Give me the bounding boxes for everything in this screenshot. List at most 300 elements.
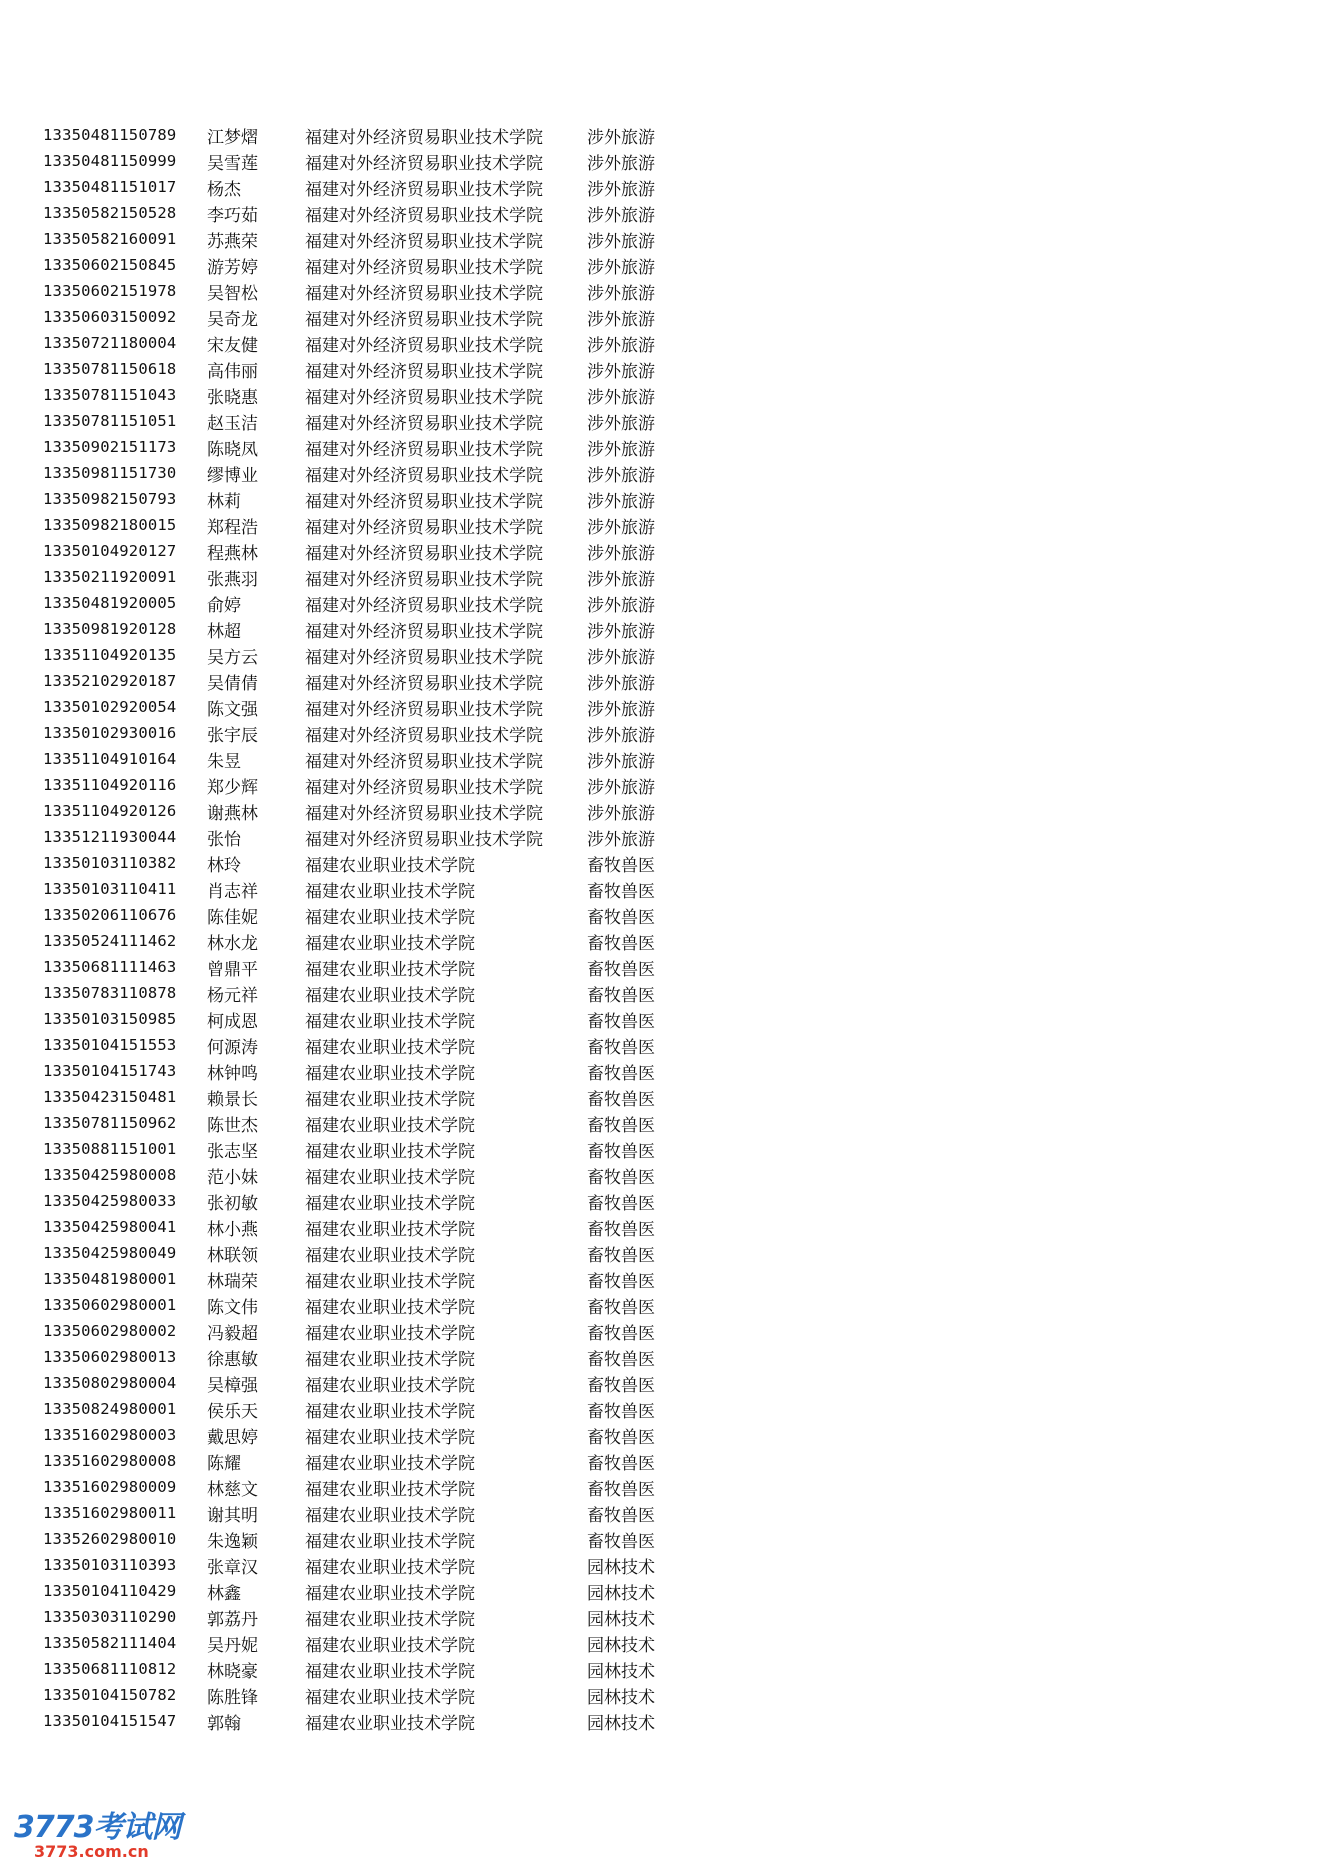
student-name-cell: 朱昱 <box>207 751 241 772</box>
school-name-cell: 福建对外经济贸易职业技术学院 <box>305 361 543 382</box>
student-name-cell: 何源涛 <box>207 1037 258 1058</box>
student-id-cell: 13350681110812 <box>43 1660 177 1678</box>
student-name-cell: 张章汉 <box>207 1557 258 1578</box>
student-id-cell: 13350211920091 <box>43 568 177 586</box>
school-name-cell: 福建农业职业技术学院 <box>305 1271 475 1292</box>
student-id-cell: 13350802980004 <box>43 1374 177 1392</box>
student-id-cell: 13351104910164 <box>43 750 177 768</box>
table-row <box>43 876 677 902</box>
major-cell: 涉外旅游 <box>587 673 655 694</box>
student-name-cell: 陈世杰 <box>207 1115 258 1136</box>
student-id-cell: 13350104151553 <box>43 1036 177 1054</box>
student-id-cell: 13350102930016 <box>43 724 177 742</box>
table-row <box>43 1422 677 1448</box>
school-name-cell: 福建农业职业技术学院 <box>305 933 475 954</box>
table-row <box>43 1292 677 1318</box>
student-id-cell: 13350681111463 <box>43 958 177 976</box>
major-cell: 畜牧兽医 <box>587 855 655 876</box>
student-name-cell: 陈文强 <box>207 699 258 720</box>
major-cell: 涉外旅游 <box>587 231 655 252</box>
student-id-cell: 13350481980001 <box>43 1270 177 1288</box>
student-name-cell: 冯毅超 <box>207 1323 258 1344</box>
school-name-cell: 福建对外经济贸易职业技术学院 <box>305 335 543 356</box>
student-name-cell: 戴思婷 <box>207 1427 258 1448</box>
table-row <box>43 122 677 148</box>
major-cell: 畜牧兽医 <box>587 1011 655 1032</box>
student-name-cell: 陈胜锋 <box>207 1687 258 1708</box>
major-cell: 涉外旅游 <box>587 725 655 746</box>
major-cell: 畜牧兽医 <box>587 1531 655 1552</box>
major-cell: 畜牧兽医 <box>587 1401 655 1422</box>
student-id-cell: 13350602980001 <box>43 1296 177 1314</box>
major-cell: 畜牧兽医 <box>587 1271 655 1292</box>
site-logo <box>14 1812 181 1860</box>
table-row <box>43 538 677 564</box>
major-cell: 涉外旅游 <box>587 491 655 512</box>
table-row <box>43 408 677 434</box>
student-name-cell: 吴樟强 <box>207 1375 258 1396</box>
major-cell: 涉外旅游 <box>587 569 655 590</box>
student-name-cell: 吴智松 <box>207 283 258 304</box>
school-name-cell: 福建对外经济贸易职业技术学院 <box>305 517 543 538</box>
major-cell: 园林技术 <box>587 1635 655 1656</box>
student-name-cell: 林钟鸣 <box>207 1063 258 1084</box>
student-id-cell: 13351602980009 <box>43 1478 177 1496</box>
school-name-cell: 福建对外经济贸易职业技术学院 <box>305 439 543 460</box>
student-name-cell: 郑程浩 <box>207 517 258 538</box>
school-name-cell: 福建农业职业技术学院 <box>305 1531 475 1552</box>
school-name-cell: 福建农业职业技术学院 <box>305 1297 475 1318</box>
major-cell: 涉外旅游 <box>587 829 655 850</box>
student-id-cell: 13350103110382 <box>43 854 177 872</box>
major-cell: 涉外旅游 <box>587 205 655 226</box>
student-id-cell: 13350582160091 <box>43 230 177 248</box>
student-name-cell: 程燕林 <box>207 543 258 564</box>
student-id-cell: 13351104920135 <box>43 646 177 664</box>
major-cell: 畜牧兽医 <box>587 1167 655 1188</box>
student-name-cell: 杨元祥 <box>207 985 258 1006</box>
major-cell: 涉外旅游 <box>587 803 655 824</box>
student-name-cell: 吴丹妮 <box>207 1635 258 1656</box>
student-id-cell: 13350481150789 <box>43 126 177 144</box>
school-name-cell: 福建对外经济贸易职业技术学院 <box>305 751 543 772</box>
school-name-cell: 福建农业职业技术学院 <box>305 1245 475 1266</box>
student-name-cell: 俞婷 <box>207 595 241 616</box>
table-row <box>43 1708 677 1734</box>
student-id-cell: 13350425980033 <box>43 1192 177 1210</box>
table-row <box>43 1552 677 1578</box>
student-id-cell: 13350303110290 <box>43 1608 177 1626</box>
student-name-cell: 陈晓凤 <box>207 439 258 460</box>
student-name-cell: 张志坚 <box>207 1141 258 1162</box>
student-name-cell: 张晓惠 <box>207 387 258 408</box>
student-id-cell: 13350602151978 <box>43 282 177 300</box>
school-name-cell: 福建农业职业技术学院 <box>305 959 475 980</box>
school-name-cell: 福建对外经济贸易职业技术学院 <box>305 413 543 434</box>
table-row <box>43 1448 677 1474</box>
school-name-cell: 福建对外经济贸易职业技术学院 <box>305 205 543 226</box>
student-name-cell: 陈耀 <box>207 1453 241 1474</box>
school-name-cell: 福建对外经济贸易职业技术学院 <box>305 179 543 200</box>
student-name-cell: 林玲 <box>207 855 241 876</box>
major-cell: 涉外旅游 <box>587 621 655 642</box>
table-row <box>43 564 677 590</box>
major-cell: 畜牧兽医 <box>587 1245 655 1266</box>
school-name-cell: 福建农业职业技术学院 <box>305 1687 475 1708</box>
table-row <box>43 1578 677 1604</box>
major-cell: 畜牧兽医 <box>587 985 655 1006</box>
major-cell: 涉外旅游 <box>587 751 655 772</box>
major-cell: 园林技术 <box>587 1661 655 1682</box>
school-name-cell: 福建农业职业技术学院 <box>305 855 475 876</box>
student-id-cell: 13350425980041 <box>43 1218 177 1236</box>
student-name-cell: 郑少辉 <box>207 777 258 798</box>
major-cell: 园林技术 <box>587 1687 655 1708</box>
student-name-cell: 张怡 <box>207 829 241 850</box>
student-id-cell: 13350721180004 <box>43 334 177 352</box>
student-id-cell: 13350602150845 <box>43 256 177 274</box>
student-id-cell: 13352602980010 <box>43 1530 177 1548</box>
major-cell: 畜牧兽医 <box>587 1115 655 1136</box>
major-cell: 畜牧兽医 <box>587 1323 655 1344</box>
table-row <box>43 1344 677 1370</box>
major-cell: 涉外旅游 <box>587 153 655 174</box>
major-cell: 涉外旅游 <box>587 179 655 200</box>
table-row <box>43 1474 677 1500</box>
student-name-cell: 林水龙 <box>207 933 258 954</box>
school-name-cell: 福建农业职业技术学院 <box>305 1713 475 1734</box>
table-row <box>43 1604 677 1630</box>
student-id-cell: 13350481920005 <box>43 594 177 612</box>
student-name-cell: 张燕羽 <box>207 569 258 590</box>
school-name-cell: 福建农业职业技术学院 <box>305 1011 475 1032</box>
school-name-cell: 福建对外经济贸易职业技术学院 <box>305 673 543 694</box>
student-id-cell: 13350981151730 <box>43 464 177 482</box>
table-row <box>43 1084 677 1110</box>
student-name-cell: 林莉 <box>207 491 241 512</box>
major-cell: 畜牧兽医 <box>587 1089 655 1110</box>
student-id-cell: 13350104150782 <box>43 1686 177 1704</box>
major-cell: 畜牧兽医 <box>587 1453 655 1474</box>
school-name-cell: 福建对外经济贸易职业技术学院 <box>305 257 543 278</box>
student-name-cell: 缪博业 <box>207 465 258 486</box>
student-id-cell: 13350104151743 <box>43 1062 177 1080</box>
student-name-cell: 高伟丽 <box>207 361 258 382</box>
major-cell: 涉外旅游 <box>587 465 655 486</box>
school-name-cell: 福建对外经济贸易职业技术学院 <box>305 621 543 642</box>
table-row <box>43 200 677 226</box>
student-id-cell: 13351104920116 <box>43 776 177 794</box>
major-cell: 涉外旅游 <box>587 647 655 668</box>
student-name-cell: 江梦熠 <box>207 127 258 148</box>
school-name-cell: 福建农业职业技术学院 <box>305 1037 475 1058</box>
school-name-cell: 福建农业职业技术学院 <box>305 1557 475 1578</box>
school-name-cell: 福建农业职业技术学院 <box>305 1583 475 1604</box>
student-name-cell: 谢其明 <box>207 1505 258 1526</box>
table-row <box>43 902 677 928</box>
major-cell: 涉外旅游 <box>587 283 655 304</box>
student-id-cell: 13350781150962 <box>43 1114 177 1132</box>
major-cell: 畜牧兽医 <box>587 933 655 954</box>
table-row <box>43 1240 677 1266</box>
major-cell: 畜牧兽医 <box>587 1297 655 1318</box>
table-row <box>43 1032 677 1058</box>
student-name-cell: 林联领 <box>207 1245 258 1266</box>
major-cell: 畜牧兽医 <box>587 1219 655 1240</box>
student-name-cell: 张宇辰 <box>207 725 258 746</box>
table-row <box>43 590 677 616</box>
student-id-cell: 13350425980049 <box>43 1244 177 1262</box>
student-id-cell: 13352102920187 <box>43 672 177 690</box>
major-cell: 涉外旅游 <box>587 439 655 460</box>
student-id-cell: 13350982180015 <box>43 516 177 534</box>
student-name-cell: 林小燕 <box>207 1219 258 1240</box>
major-cell: 涉外旅游 <box>587 595 655 616</box>
major-cell: 涉外旅游 <box>587 517 655 538</box>
table-row <box>43 226 677 252</box>
school-name-cell: 福建对外经济贸易职业技术学院 <box>305 777 543 798</box>
major-cell: 涉外旅游 <box>587 127 655 148</box>
student-name-cell: 吴方云 <box>207 647 258 668</box>
major-cell: 园林技术 <box>587 1557 655 1578</box>
student-name-cell: 林瑞荣 <box>207 1271 258 1292</box>
school-name-cell: 福建农业职业技术学院 <box>305 1427 475 1448</box>
table-row <box>43 772 677 798</box>
student-name-cell: 杨杰 <box>207 179 241 200</box>
school-name-cell: 福建农业职业技术学院 <box>305 1323 475 1344</box>
table-row <box>43 1058 677 1084</box>
school-name-cell: 福建农业职业技术学院 <box>305 1141 475 1162</box>
table-row <box>43 512 677 538</box>
table-row <box>43 382 677 408</box>
student-id-cell: 13350981920128 <box>43 620 177 638</box>
table-row <box>43 928 677 954</box>
student-id-cell: 13350206110676 <box>43 906 177 924</box>
table-row <box>43 148 677 174</box>
student-name-cell: 陈文伟 <box>207 1297 258 1318</box>
student-name-cell: 林超 <box>207 621 241 642</box>
student-name-cell: 林晓豪 <box>207 1661 258 1682</box>
major-cell: 园林技术 <box>587 1583 655 1604</box>
table-row <box>43 642 677 668</box>
logo-url-text: 3773.com.cn <box>34 1842 149 1861</box>
table-row <box>43 278 677 304</box>
student-name-cell: 游芳婷 <box>207 257 258 278</box>
table-row <box>43 1630 677 1656</box>
major-cell: 畜牧兽医 <box>587 959 655 980</box>
student-name-cell: 柯成恩 <box>207 1011 258 1032</box>
student-id-cell: 13350602980013 <box>43 1348 177 1366</box>
major-cell: 涉外旅游 <box>587 361 655 382</box>
student-name-cell: 侯乐天 <box>207 1401 258 1422</box>
school-name-cell: 福建对外经济贸易职业技术学院 <box>305 829 543 850</box>
major-cell: 畜牧兽医 <box>587 1037 655 1058</box>
student-name-cell: 李巧茹 <box>207 205 258 226</box>
table-row <box>43 1110 677 1136</box>
student-id-cell: 13350781150618 <box>43 360 177 378</box>
student-name-cell: 宋友健 <box>207 335 258 356</box>
student-id-cell: 13351602980011 <box>43 1504 177 1522</box>
student-name-cell: 肖志祥 <box>207 881 258 902</box>
student-name-cell: 林慈文 <box>207 1479 258 1500</box>
major-cell: 涉外旅游 <box>587 413 655 434</box>
table-row <box>43 1396 677 1422</box>
school-name-cell: 福建农业职业技术学院 <box>305 1349 475 1370</box>
table-row <box>43 1370 677 1396</box>
student-id-cell: 13351602980003 <box>43 1426 177 1444</box>
student-name-cell: 郭翰 <box>207 1713 241 1734</box>
school-name-cell: 福建对外经济贸易职业技术学院 <box>305 543 543 564</box>
school-name-cell: 福建农业职业技术学院 <box>305 1453 475 1474</box>
major-cell: 涉外旅游 <box>587 387 655 408</box>
table-row <box>43 694 677 720</box>
school-name-cell: 福建对外经济贸易职业技术学院 <box>305 647 543 668</box>
major-cell: 涉外旅游 <box>587 309 655 330</box>
major-cell: 涉外旅游 <box>587 257 655 278</box>
table-row <box>43 356 677 382</box>
major-cell: 畜牧兽医 <box>587 1505 655 1526</box>
major-cell: 涉外旅游 <box>587 543 655 564</box>
major-cell: 涉外旅游 <box>587 699 655 720</box>
table-row <box>43 1214 677 1240</box>
table-row <box>43 1162 677 1188</box>
table-row <box>43 1682 677 1708</box>
major-cell: 畜牧兽医 <box>587 1479 655 1500</box>
table-row <box>43 1266 677 1292</box>
school-name-cell: 福建对外经济贸易职业技术学院 <box>305 153 543 174</box>
student-id-cell: 13350104151547 <box>43 1712 177 1730</box>
major-cell: 畜牧兽医 <box>587 1349 655 1370</box>
student-name-cell: 范小妹 <box>207 1167 258 1188</box>
student-id-cell: 13350781151051 <box>43 412 177 430</box>
student-name-cell: 谢燕林 <box>207 803 258 824</box>
table-row <box>43 174 677 200</box>
school-name-cell: 福建对外经济贸易职业技术学院 <box>305 231 543 252</box>
major-cell: 涉外旅游 <box>587 335 655 356</box>
student-id-cell: 13350902151173 <box>43 438 177 456</box>
student-id-cell: 13350481150999 <box>43 152 177 170</box>
student-id-cell: 13350423150481 <box>43 1088 177 1106</box>
major-cell: 园林技术 <box>587 1609 655 1630</box>
student-name-cell: 陈佳妮 <box>207 907 258 928</box>
student-name-cell: 林鑫 <box>207 1583 241 1604</box>
table-row <box>43 980 677 1006</box>
school-name-cell: 福建农业职业技术学院 <box>305 907 475 928</box>
school-name-cell: 福建农业职业技术学院 <box>305 1193 475 1214</box>
table-row <box>43 1318 677 1344</box>
student-name-cell: 吴奇龙 <box>207 309 258 330</box>
major-cell: 畜牧兽医 <box>587 1141 655 1162</box>
student-name-cell: 吴倩倩 <box>207 673 258 694</box>
table-row <box>43 668 677 694</box>
table-row <box>43 824 677 850</box>
student-id-cell: 13350582150528 <box>43 204 177 222</box>
table-row <box>43 850 677 876</box>
table-row <box>43 616 677 642</box>
student-name-cell: 徐惠敏 <box>207 1349 258 1370</box>
table-row <box>43 304 677 330</box>
student-id-cell: 13350881151001 <box>43 1140 177 1158</box>
student-id-cell: 13350603150092 <box>43 308 177 326</box>
student-name-cell: 朱逸颖 <box>207 1531 258 1552</box>
table-row <box>43 486 677 512</box>
student-id-cell: 13350481151017 <box>43 178 177 196</box>
school-name-cell: 福建农业职业技术学院 <box>305 1661 475 1682</box>
school-name-cell: 福建农业职业技术学院 <box>305 1167 475 1188</box>
student-name-cell: 苏燕荣 <box>207 231 258 252</box>
student-name-cell: 曾鼎平 <box>207 959 258 980</box>
student-id-cell: 13350783110878 <box>43 984 177 1002</box>
school-name-cell: 福建对外经济贸易职业技术学院 <box>305 387 543 408</box>
student-id-cell: 13350103150985 <box>43 1010 177 1028</box>
student-id-cell: 13350103110393 <box>43 1556 177 1574</box>
school-name-cell: 福建农业职业技术学院 <box>305 1505 475 1526</box>
school-name-cell: 福建农业职业技术学院 <box>305 1115 475 1136</box>
student-id-cell: 13350425980008 <box>43 1166 177 1184</box>
major-cell: 畜牧兽医 <box>587 907 655 928</box>
school-name-cell: 福建农业职业技术学院 <box>305 1219 475 1240</box>
student-id-cell: 13351602980008 <box>43 1452 177 1470</box>
school-name-cell: 福建农业职业技术学院 <box>305 985 475 1006</box>
school-name-cell: 福建农业职业技术学院 <box>305 1063 475 1084</box>
major-cell: 畜牧兽医 <box>587 1427 655 1448</box>
table-row <box>43 434 677 460</box>
table-row <box>43 1136 677 1162</box>
table-row <box>43 1500 677 1526</box>
school-name-cell: 福建对外经济贸易职业技术学院 <box>305 595 543 616</box>
student-id-cell: 13350824980001 <box>43 1400 177 1418</box>
school-name-cell: 福建对外经济贸易职业技术学院 <box>305 699 543 720</box>
school-name-cell: 福建农业职业技术学院 <box>305 881 475 902</box>
student-id-cell: 13350104110429 <box>43 1582 177 1600</box>
table-row <box>43 1526 677 1552</box>
school-name-cell: 福建农业职业技术学院 <box>305 1635 475 1656</box>
major-cell: 园林技术 <box>587 1713 655 1734</box>
student-name-cell: 赖景长 <box>207 1089 258 1110</box>
student-id-cell: 13350102920054 <box>43 698 177 716</box>
table-row <box>43 1656 677 1682</box>
table-row <box>43 460 677 486</box>
student-id-cell: 13350103110411 <box>43 880 177 898</box>
school-name-cell: 福建对外经济贸易职业技术学院 <box>305 803 543 824</box>
school-name-cell: 福建农业职业技术学院 <box>305 1479 475 1500</box>
student-id-cell: 13351211930044 <box>43 828 177 846</box>
table-row <box>43 1188 677 1214</box>
table-row <box>43 720 677 746</box>
student-name-cell: 赵玉洁 <box>207 413 258 434</box>
major-cell: 畜牧兽医 <box>587 1193 655 1214</box>
student-id-cell: 13350104920127 <box>43 542 177 560</box>
student-name-cell: 郭荔丹 <box>207 1609 258 1630</box>
school-name-cell: 福建农业职业技术学院 <box>305 1375 475 1396</box>
student-id-cell: 13350602980002 <box>43 1322 177 1340</box>
school-name-cell: 福建对外经济贸易职业技术学院 <box>305 491 543 512</box>
table-row <box>43 746 677 772</box>
school-name-cell: 福建对外经济贸易职业技术学院 <box>305 283 543 304</box>
major-cell: 畜牧兽医 <box>587 1375 655 1396</box>
student-id-cell: 13350781151043 <box>43 386 177 404</box>
student-name-cell: 吴雪莲 <box>207 153 258 174</box>
table-row <box>43 798 677 824</box>
logo-main-text: 3773考试网 <box>14 1810 181 1845</box>
table-row <box>43 252 677 278</box>
school-name-cell: 福建农业职业技术学院 <box>305 1609 475 1630</box>
student-id-cell: 13350982150793 <box>43 490 177 508</box>
student-id-cell: 13351104920126 <box>43 802 177 820</box>
table-row <box>43 954 677 980</box>
school-name-cell: 福建对外经济贸易职业技术学院 <box>305 309 543 330</box>
student-name-cell: 张初敏 <box>207 1193 258 1214</box>
